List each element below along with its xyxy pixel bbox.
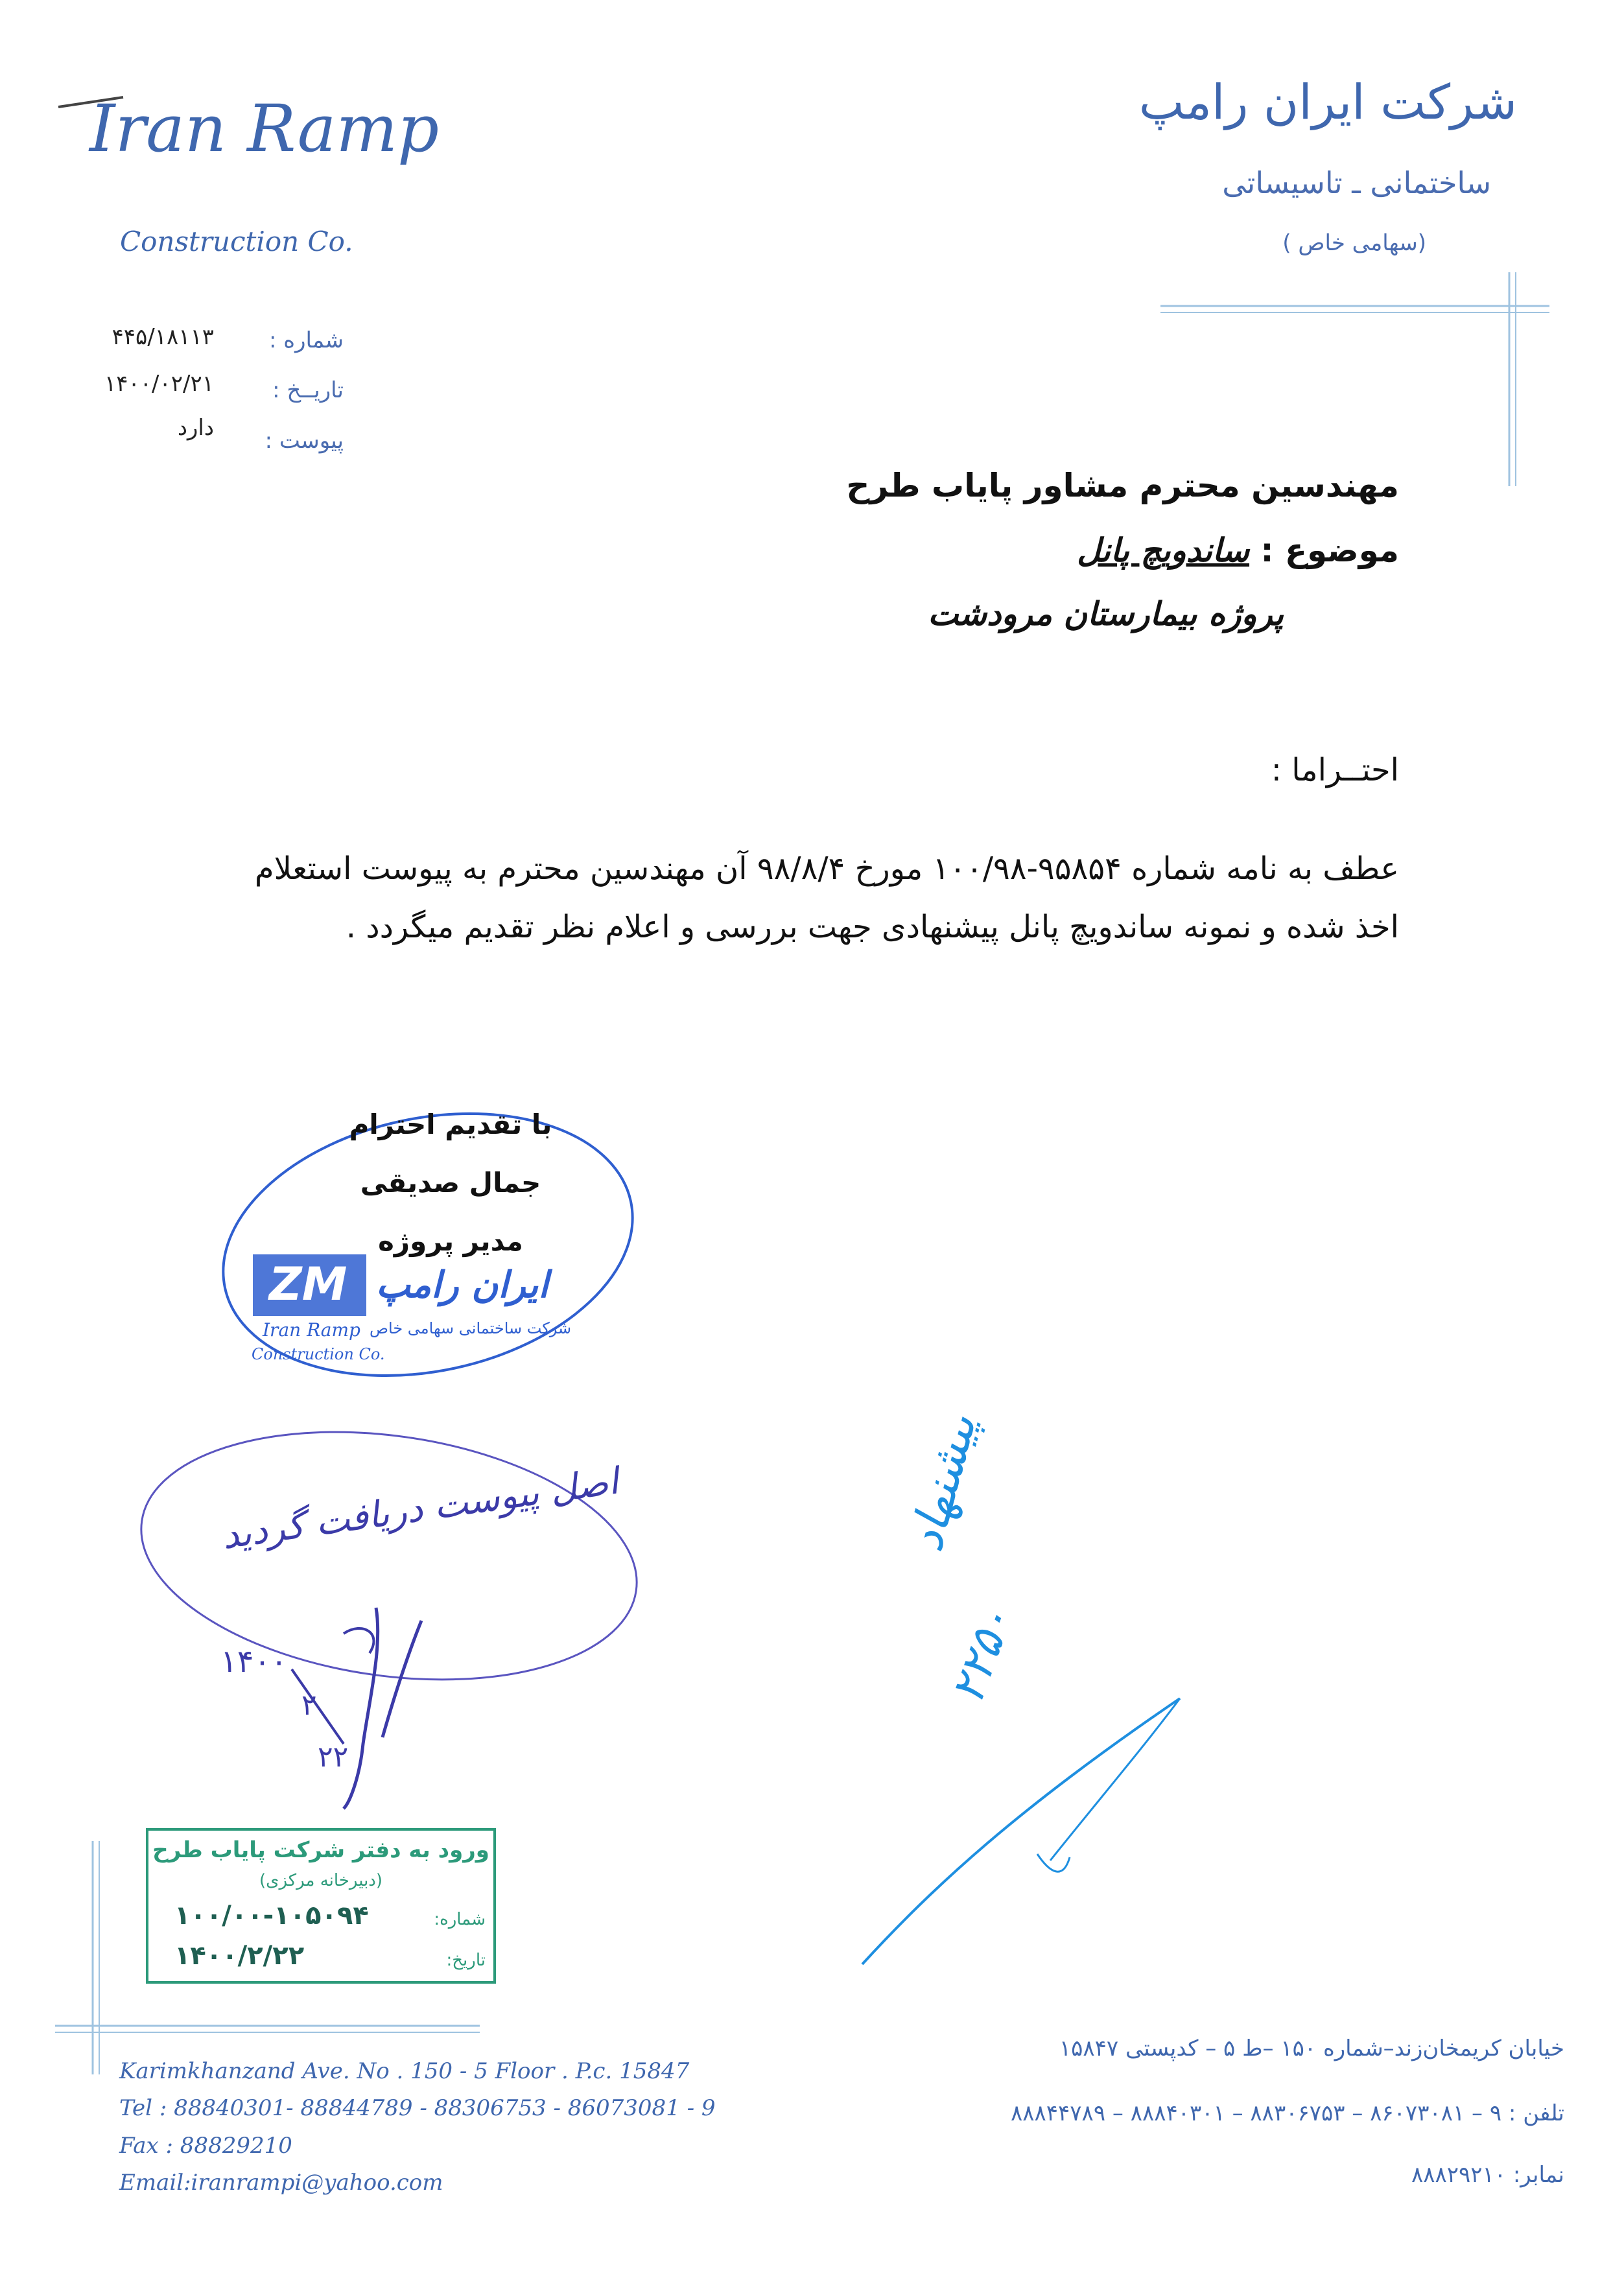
handwritten-note: اصل پیوست دریافت گردید (219, 1460, 621, 1558)
receipt-date-value: ۱۴۰۰/۲/۲۲ (174, 1941, 305, 1971)
footer-email-en: Email:iranrampi@yahoo.com (119, 2170, 443, 2196)
body-line-1: عطف به نامه شماره ۹۵۸۵۴-۱۰۰/۹۸ مورخ ۹۸/۸/۴ آن مهندسین محترم به پیوست استعلام (254, 851, 1399, 887)
handwritten-date-month: ۲ (301, 1689, 317, 1722)
body-line-2: اخذ شده و نمونه ساندویچ پانل پیشنهادی جهت بررسی و اعلام نظر تقدیم میگردد . (346, 909, 1399, 945)
company-stamp-name-en: Iran Ramp (263, 1319, 360, 1341)
receipt-stamp (146, 1828, 496, 1984)
handwritten-side-number: ۲۲۵۰ (940, 1600, 1024, 1711)
company-name-fa: شرکت ایران رامپ (1138, 75, 1517, 130)
date-label: تاریــخ : (272, 377, 344, 403)
svg-text:ZM: ZM (269, 1258, 347, 1311)
project-name: پروژه بیمارستان مرودشت (928, 595, 1284, 633)
closing-phrase: با تقدیم احترام (349, 1109, 552, 1140)
footer-tel-en: Tel : 88840301- 88844789 - 88306753 - 86073081 - 9 (119, 2095, 716, 2121)
greeting: احتــراما : (1271, 752, 1399, 788)
footer-fax-en: Fax : 88829210 (119, 2133, 292, 2159)
company-type-fa: (سهامی خاص ) (1282, 230, 1426, 256)
subject-value: ساندویچ پانل (1077, 532, 1250, 569)
footer-address-en: Karimkhanzand Ave. No . 150 - 5 Floor . P.c. 15847 (119, 2058, 690, 2084)
company-stamp-name-fa: ایران رامپ (376, 1264, 548, 1306)
receipt-stamp-subtitle: (دبیرخانه مرکزی) (259, 1871, 383, 1890)
attachment-label: پیوست : (265, 428, 344, 454)
receipt-stamp-title: ورود به دفتر شرکت پایاب طرح (152, 1837, 489, 1863)
company-activity-fa: ساختمانی ـ تاسیساتی (1222, 165, 1491, 200)
footer-fax-fa: نمابر: ۸۸۸۲۹۲۱۰ (1411, 2162, 1564, 2188)
handwritten-side-note: پیشنهاد (898, 1408, 987, 1557)
company-stamp-sub-fa: شرکت ساختمانی سهامی خاص (370, 1319, 572, 1337)
company-name-en: Iran Ramp (89, 91, 440, 167)
handwritten-signature (214, 1595, 506, 1822)
company-stamp-sub-en: Construction Co. (252, 1345, 385, 1363)
signer-title: مدیر پروژه (378, 1225, 523, 1257)
signer-name: جمال صدیقی (360, 1167, 541, 1199)
date-value: ۱۴۰۰/۰۲/۲۱ (104, 371, 214, 397)
receipt-number-value: ۱۰۰/۰۰-۱۰۵۰۹۴ (174, 1901, 369, 1931)
receipt-number-label: شماره: (434, 1910, 486, 1929)
subject-label: موضوع : (1260, 532, 1399, 569)
subject-line (1077, 532, 1399, 569)
attachment-value: دارد (177, 415, 214, 441)
company-subtitle-en: Construction Co. (120, 226, 353, 257)
number-label: شماره : (269, 327, 344, 353)
number-value: ۴۴۵/۱۸۱۱۳ (112, 324, 214, 350)
recipient: مهندسین محترم مشاور پایاب طرح (846, 467, 1399, 504)
footer-tel-fa: تلفن : ۹ – ۸۶۰۷۳۰۸۱ – ۸۸۳۰۶۷۵۳ – ۸۸۸۴۰۳۰۱ – ۸۸۸۴۴۷۸۹ (1010, 2100, 1564, 2126)
receipt-date-label: تاریخ: (446, 1951, 486, 1970)
handwritten-date-year: ۱۴۰۰ (220, 1643, 288, 1680)
handwritten-date-day: ۲۲ (318, 1741, 349, 1774)
footer-address-fa: خیابان کریمخان‌زند–شماره ۱۵۰ –ط ۵ – کدپستی ۱۵۸۴۷ (1059, 2036, 1564, 2061)
handwritten-side-stroke (856, 1692, 1193, 1977)
